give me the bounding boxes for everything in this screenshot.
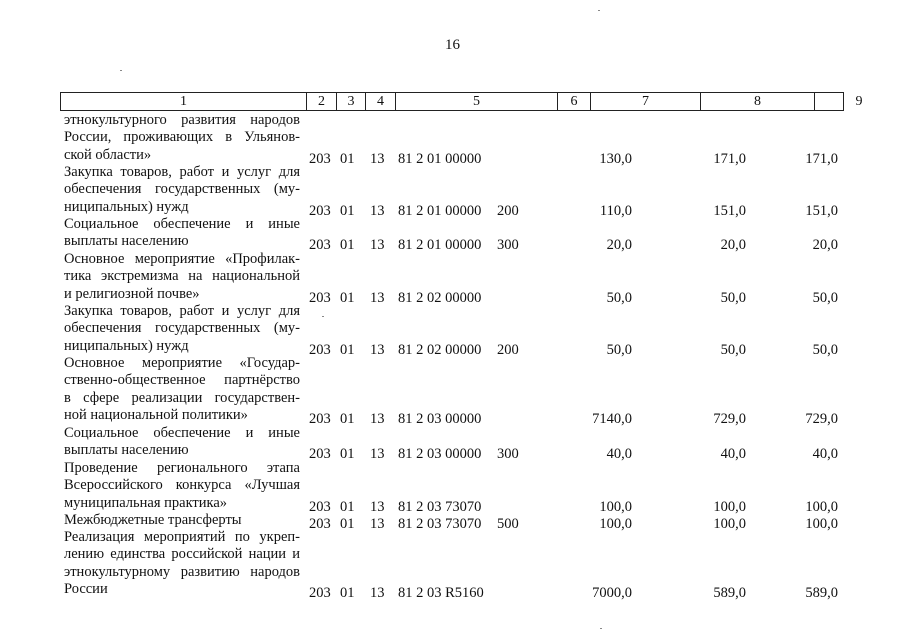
cell-col-8: 20,0 — [720, 237, 746, 254]
description-line: Всероссийского конкурса «Лучшая — [64, 477, 300, 494]
row-description — [64, 216, 300, 251]
cell-col-4: 13 — [370, 341, 385, 358]
scan-speck — [598, 10, 600, 11]
description-line: ниципальных) нужд — [64, 337, 189, 354]
header-col-5: 5 — [395, 93, 557, 110]
description-line: ской области» — [64, 146, 152, 163]
cell-col-2: 203 — [309, 150, 331, 167]
cell-col-7: 110,0 — [599, 202, 632, 219]
scan-speck — [600, 628, 602, 629]
cell-col-8: 151,0 — [713, 202, 746, 219]
header-col-1: 1 — [180, 94, 187, 109]
description-line: обеспечения государственных (му- — [64, 181, 300, 198]
description-line: Реализация мероприятий по укреп- — [64, 529, 300, 545]
row-description — [64, 251, 300, 303]
cell-col-8: 50,0 — [720, 341, 746, 358]
row-description — [64, 164, 300, 216]
cell-col-4: 13 — [370, 237, 385, 254]
description-line: ственно-общественное партнёрство — [64, 372, 300, 389]
description-line: ниципальных) нужд — [64, 198, 189, 215]
cell-col-9: 100,0 — [805, 498, 838, 515]
cell-col-2: 203 — [309, 584, 331, 601]
cell-col-6: 300 — [497, 446, 519, 463]
description-line: выплаты населению — [64, 442, 189, 459]
description-line: Закупка товаров, работ и услуг для — [64, 303, 300, 319]
cell-col-8: 100,0 — [713, 498, 746, 515]
description-line: в сфере реализации государствен- — [64, 389, 300, 406]
description-line: Проведение регионального этапа — [64, 460, 300, 476]
cell-col-9: 50,0 — [812, 289, 838, 306]
row-description — [64, 112, 300, 164]
cell-col-4: 13 — [370, 498, 385, 515]
cell-col-9: 20,0 — [812, 237, 838, 254]
cell-col-6: 300 — [497, 237, 519, 254]
cell-col-2: 203 — [309, 289, 331, 306]
cell-col-3: 01 — [340, 516, 355, 532]
cell-col-3: 01 — [340, 237, 355, 254]
cell-col-7: 7000,0 — [592, 584, 632, 601]
row-description — [64, 425, 300, 460]
header-col-9: 9 — [814, 93, 903, 110]
cell-col-7: 130,0 — [599, 150, 632, 167]
cell-col-9: 50,0 — [812, 341, 838, 358]
cell-col-3: 01 — [340, 341, 355, 358]
cell-col-5: 81 2 02 00000 — [398, 341, 482, 358]
header-col-7: 7 — [590, 93, 700, 110]
cell-col-4: 13 — [370, 410, 385, 427]
description-line: Социальное обеспечение и иные — [64, 216, 300, 232]
cell-col-4: 13 — [370, 446, 385, 463]
cell-col-3: 01 — [340, 498, 355, 515]
cell-col-7: 50,0 — [606, 289, 632, 306]
description-line: Социальное обеспечение и иные — [64, 425, 300, 441]
description-line: этнокультурного развития народов — [64, 112, 300, 128]
cell-col-7: 100,0 — [599, 516, 632, 532]
cell-col-2: 203 — [309, 410, 331, 427]
header-col-3: 3 — [336, 93, 365, 110]
cell-col-5: 81 2 03 00000 — [398, 446, 482, 463]
description-line: Основное мероприятие «Государ- — [64, 355, 300, 371]
row-description — [64, 529, 300, 598]
page-number: 16 — [445, 37, 460, 53]
cell-col-5: 81 2 01 00000 — [398, 237, 482, 254]
cell-col-2: 203 — [309, 498, 331, 515]
description-line: муниципальная практика» — [64, 494, 228, 511]
cell-col-5: 81 2 03 73070 — [398, 498, 482, 515]
cell-col-7: 100,0 — [599, 498, 632, 515]
cell-col-9: 40,0 — [812, 446, 838, 463]
cell-col-6: 200 — [497, 202, 519, 219]
cell-col-2: 203 — [309, 341, 331, 358]
cell-col-7: 7140,0 — [592, 410, 632, 427]
cell-col-5: 81 2 02 00000 — [398, 289, 482, 306]
header-col-6: 6 — [557, 93, 590, 110]
description-line: ной национальной политики» — [64, 406, 248, 423]
cell-col-3: 01 — [340, 150, 355, 167]
header-col-4: 4 — [365, 93, 395, 110]
cell-col-8: 171,0 — [713, 150, 746, 167]
cell-col-7: 50,0 — [606, 341, 632, 358]
description-line: Межбюджетные трансферты — [64, 512, 242, 528]
cell-col-9: 729,0 — [805, 410, 838, 427]
cell-col-3: 01 — [340, 410, 355, 427]
cell-col-4: 13 — [370, 289, 385, 306]
description-line: обеспечения государственных (му- — [64, 320, 300, 337]
cell-col-5: 81 2 01 00000 — [398, 150, 482, 167]
cell-col-9: 100,0 — [805, 516, 838, 532]
cell-col-2: 203 — [309, 237, 331, 254]
row-description — [64, 512, 300, 529]
description-line: России — [64, 580, 108, 597]
header-col-8: 8 — [700, 93, 814, 110]
cell-col-4: 13 — [370, 150, 385, 167]
description-line: Основное мероприятие «Профилак- — [64, 251, 300, 267]
row-description — [64, 355, 300, 424]
cell-col-3: 01 — [340, 289, 355, 306]
cell-col-5: 81 2 03 73070 — [398, 516, 482, 532]
cell-col-2: 203 — [309, 446, 331, 463]
cell-col-4: 13 — [370, 202, 385, 219]
cell-col-4: 13 — [370, 584, 385, 601]
cell-col-7: 20,0 — [606, 237, 632, 254]
cell-col-8: 589,0 — [713, 584, 746, 601]
cell-col-2: 203 — [309, 202, 331, 219]
cell-col-6: 200 — [497, 341, 519, 358]
cell-col-2: 203 — [309, 516, 331, 532]
cell-col-7: 40,0 — [606, 446, 632, 463]
description-line: лению единства российской нации и — [64, 546, 300, 563]
cell-col-6: 500 — [497, 516, 519, 532]
description-line: и религиозной почве» — [64, 285, 200, 302]
cell-col-5: 81 2 03 00000 — [398, 410, 482, 427]
row-description — [64, 460, 300, 512]
cell-col-3: 01 — [340, 202, 355, 219]
cell-col-3: 01 — [340, 446, 355, 463]
scan-speck — [120, 70, 122, 71]
scan-speck — [322, 316, 324, 317]
cell-col-5: 81 2 03 R5160 — [398, 584, 484, 601]
row-description — [64, 303, 300, 355]
header-col-2: 2 — [306, 93, 336, 110]
description-line: выплаты населению — [64, 233, 189, 250]
cell-col-5: 81 2 01 00000 — [398, 202, 482, 219]
cell-col-4: 13 — [370, 516, 385, 532]
cell-col-8: 40,0 — [720, 446, 746, 463]
cell-col-3: 01 — [340, 584, 355, 601]
cell-col-9: 589,0 — [805, 584, 838, 601]
cell-col-8: 50,0 — [720, 289, 746, 306]
description-line: этнокультурному развитию народов — [64, 563, 300, 580]
description-line: тика экстремизма на национальной — [64, 268, 300, 285]
description-line: России, проживающих в Ульянов- — [64, 129, 300, 146]
description-line: Закупка товаров, работ и услуг для — [64, 164, 300, 180]
cell-col-9: 151,0 — [805, 202, 838, 219]
cell-col-8: 729,0 — [713, 410, 746, 427]
cell-col-8: 100,0 — [713, 516, 746, 532]
cell-col-9: 171,0 — [805, 150, 838, 167]
